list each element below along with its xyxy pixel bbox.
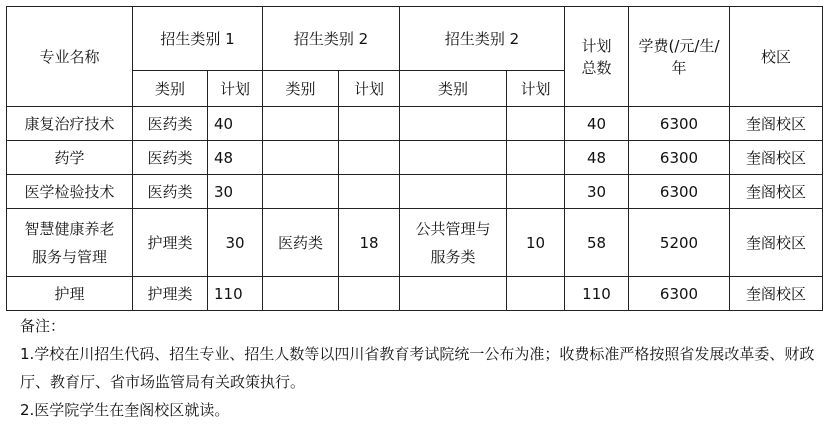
category-cell: 医药类 <box>133 107 208 141</box>
subheader-plan: 计划 <box>507 71 565 107</box>
category-cell <box>263 277 339 311</box>
fee-cell: 6300 <box>629 175 730 209</box>
plan-cell: 30 <box>208 175 263 209</box>
total-cell: 48 <box>565 141 629 175</box>
category-cell: 医药类 <box>133 141 208 175</box>
category-cell: 护理类 <box>133 277 208 311</box>
total-cell: 110 <box>565 277 629 311</box>
header-plan-total: 计划总数 <box>565 7 629 107</box>
plan-cell <box>339 277 400 311</box>
category-cell <box>263 107 339 141</box>
plan-cell <box>507 107 565 141</box>
plan-cell <box>339 107 400 141</box>
fee-cell: 6300 <box>629 277 730 311</box>
major-cell: 智慧健康养老服务与管理 <box>7 209 133 277</box>
header-row <box>7 7 823 71</box>
category-cell <box>400 141 507 175</box>
total-cell: 30 <box>565 175 629 209</box>
fee-cell: 5200 <box>629 209 730 277</box>
plan-cell <box>507 141 565 175</box>
header-type3: 招生类别 2 <box>400 7 565 71</box>
plan-cell: 110 <box>208 277 263 311</box>
table-row <box>7 141 823 175</box>
plan-cell: 10 <box>507 209 565 277</box>
campus-cell: 奎阁校区 <box>730 141 823 175</box>
plan-cell: 18 <box>339 209 400 277</box>
subheader-plan: 计划 <box>339 71 400 107</box>
header-campus: 校区 <box>730 7 823 107</box>
campus-cell: 奎阁校区 <box>730 175 823 209</box>
category-cell: 护理类 <box>133 209 208 277</box>
major-cell: 医学检验技术 <box>7 175 133 209</box>
fee-cell: 6300 <box>629 107 730 141</box>
plan-cell: 30 <box>208 209 263 277</box>
subheader-plan: 计划 <box>208 71 263 107</box>
note-item-1: 1.学校在川招生代码、招生专业、招生人数等以四川省教育考试院统一公布为准；收费标准严格按照省发展改革委、财政厅、教育厅、省市场监管局有关政策执行。 <box>20 345 815 391</box>
header-fee: 学费(/元/生/年 <box>629 7 730 107</box>
category-cell <box>263 141 339 175</box>
notes-section <box>20 312 820 424</box>
category-cell: 医药类 <box>133 175 208 209</box>
category-cell: 公共管理与服务类 <box>400 209 507 277</box>
notes-title: 备注： <box>20 317 66 335</box>
total-cell: 58 <box>565 209 629 277</box>
table-row <box>7 175 823 209</box>
subheader-category: 类别 <box>400 71 507 107</box>
plan-cell <box>507 175 565 209</box>
category-cell: 医药类 <box>263 209 339 277</box>
table-row <box>7 209 823 277</box>
category-cell <box>400 175 507 209</box>
header-major: 专业名称 <box>7 7 133 107</box>
campus-cell: 奎阁校区 <box>730 277 823 311</box>
plan-cell <box>339 141 400 175</box>
table-row <box>7 277 823 311</box>
header-type1: 招生类别 1 <box>133 7 263 71</box>
total-cell: 40 <box>565 107 629 141</box>
subheader-category: 类别 <box>133 71 208 107</box>
plan-cell <box>507 277 565 311</box>
plan-cell: 40 <box>208 107 263 141</box>
category-cell <box>263 175 339 209</box>
table-row <box>7 107 823 141</box>
enrollment-table <box>6 6 823 311</box>
major-cell: 药学 <box>7 141 133 175</box>
note-item-2: 2.医学院学生在奎阁校区就读。 <box>20 401 230 419</box>
category-cell <box>400 107 507 141</box>
campus-cell: 奎阁校区 <box>730 107 823 141</box>
category-cell <box>400 277 507 311</box>
subheader-category: 类别 <box>263 71 339 107</box>
major-cell: 护理 <box>7 277 133 311</box>
plan-cell: 48 <box>208 141 263 175</box>
campus-cell: 奎阁校区 <box>730 209 823 277</box>
header-type2: 招生类别 2 <box>263 7 400 71</box>
fee-cell: 6300 <box>629 141 730 175</box>
plan-cell <box>339 175 400 209</box>
major-cell: 康复治疗技术 <box>7 107 133 141</box>
